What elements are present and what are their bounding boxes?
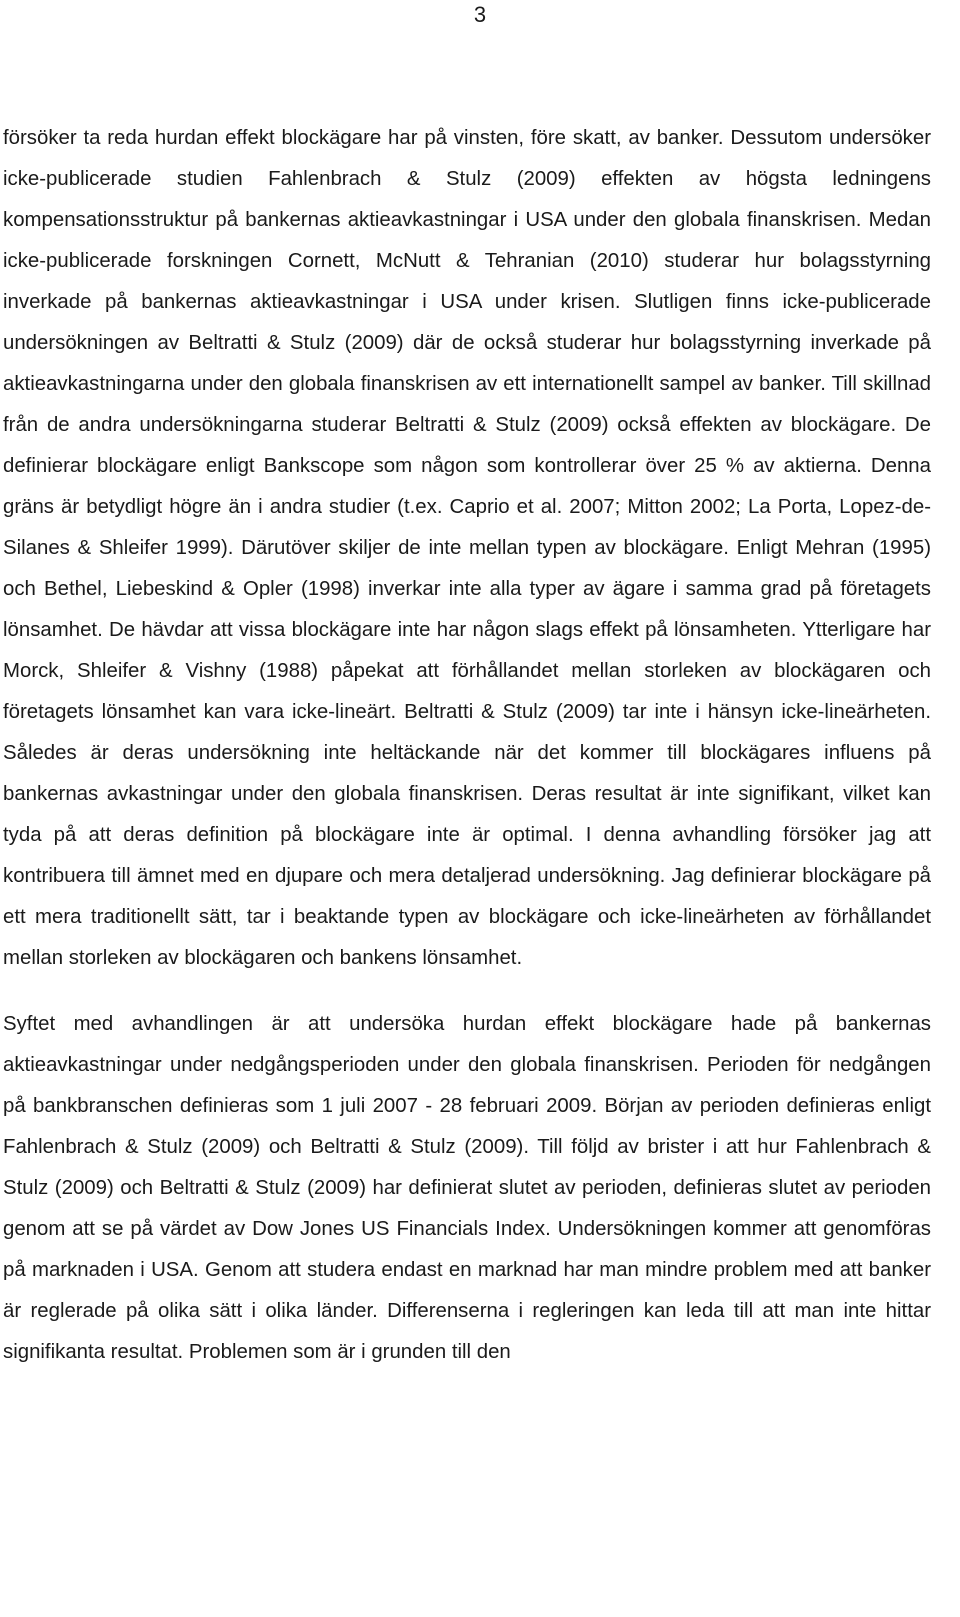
paragraph-blockholder-research: försöker ta reda hurdan effekt blockägare har på vinsten, före skatt, av banker. Dessutom undersöker icke-publicerade studien Fahlenbrach & Stulz (2009) effekten av högsta ledningens kompensationsstruktur på bankernas aktieavkastningar i USA under den globala finanskrisen. Medan icke-publicerade forskningen Cornett, McNutt & Tehranian (2010) studerar hur bolagsstyrning inverkade på bankernas aktieavkastningar i USA under krisen. Slutligen finns icke-publicerade undersökningen av Beltratti & Stulz (2009) där de också studerar hur bolagsstyrning inverkade på aktieavkastningarna under den globala finanskrisen av ett internationellt sampel av banker. Till skillnad från de andra undersökningarna studerar Beltratti & Stulz (2009) också effekten av blockägare. De definierar blockägare enligt Bankscope som någon som kontrollerar över 25 % av aktierna. Denna gräns är betydligt högre än i andra studier (t.ex. Caprio et al. 2007; Mitton 2002; La Porta, Lopez-de-Silanes & Shleifer 1999). Därutöver skiljer de inte mellan typen av blockägare. Enligt Mehran (1995) och Bethel, Liebeskind & Opler (1998) inverkar inte alla typer av ägare i samma grad på företagets lönsamhet. De hävdar att vissa blockägare inte har någon slags effekt på lönsamheten. Ytterligare har Morck, Shleifer & Vishny (1988) påpekat att förhållandet mellan storleken av blockägaren och företagets lönsamhet kan vara icke-lineärt. Beltratti & Stulz (2009) tar inte i hänsyn icke-lineärheten. Således är deras undersökning inte heltäckande när det kommer till blockägares influens på bankernas avkastningar under den globala finanskrisen. Deras resultat är inte signifikant, vilket kan tyda på att deras definition på blockägare inte är optimal. I denna avhandling försöker jag att kontribuera till ämnet med en djupare och mera detaljerad undersökning. Jag definierar blockägare på ett mera traditionellt sätt, tar i beaktande typen av blockägare och icke-lineärheten av förhållandet mellan storleken av blockägaren och bankens lönsamhet.	[3, 127, 931, 969]
page-number: 3	[473, 2, 487, 27]
paragraph-thesis-purpose: Syftet med avhandlingen är att undersöka hurdan effekt blockägare hade på bankernas aktieavkastningar under nedgångsperioden under den globala finanskrisen. Perioden för nedgången på bankbranschen definieras som 1 juli 2007 - 28 februari 2009. Början av perioden definieras enligt Fahlenbrach & Stulz (2009) och Beltratti & Stulz (2009). Till följd av brister i att hur Fahlenbrach & Stulz (2009) och Beltratti & Stulz (2009) har definierat slutet av perioden, definieras slutet av perioden genom att se på värdet av Dow Jones US Financials Index. Undersökningen kommer att genomföras på marknaden i USA. Genom att studera endast en marknad har man mindre problem med att banker är reglerade på olika sätt i olika länder. Differenserna i regleringen kan leda till att man inte hittar signifikanta resultat. Problemen som är i grunden till den	[3, 1013, 931, 1363]
document-body	[3, 118, 931, 1373]
